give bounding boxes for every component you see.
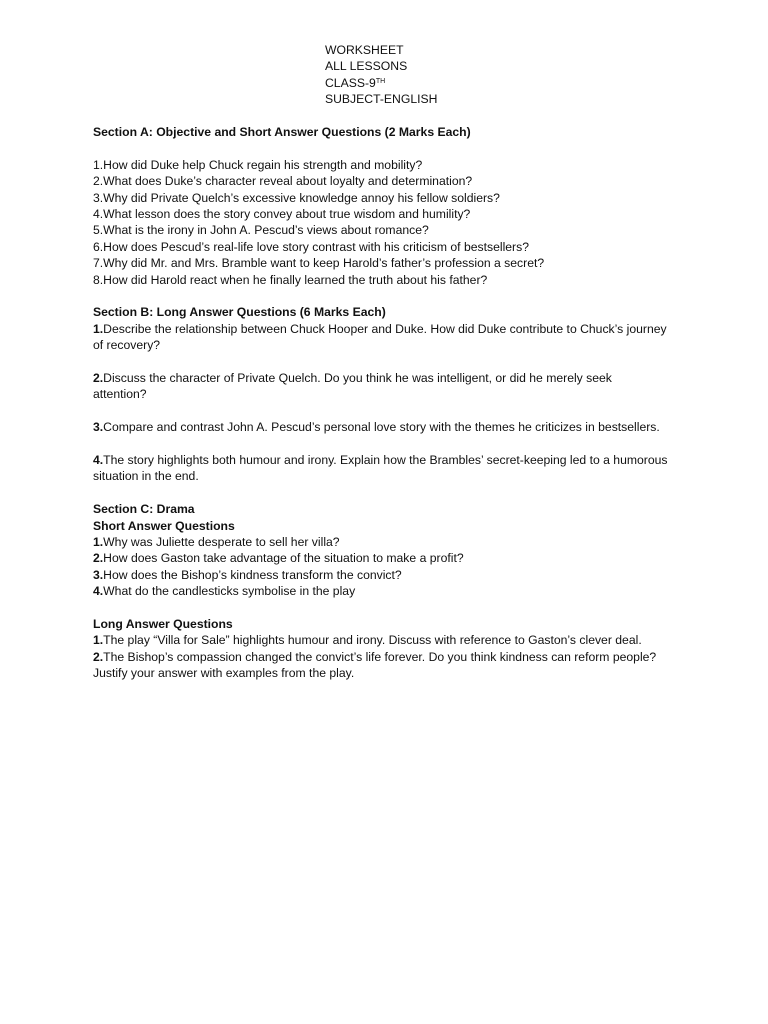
section-b-question	[93, 370, 668, 403]
question-number: 4.	[93, 584, 104, 599]
question-number: 4.	[93, 453, 104, 468]
header-class	[325, 75, 437, 91]
section-b-question	[93, 419, 668, 435]
section-a-question: 3.Why did Private Quelch’s excessive knowledge annoy his fellow soldiers?	[93, 190, 500, 205]
spacer	[93, 436, 668, 452]
section-c-long-question	[93, 649, 668, 682]
question-text: What do the candlesticks symbolise in the play	[103, 584, 356, 599]
question-text: How does Gaston take advantage of the situation to make a profit?	[103, 551, 464, 566]
section-c-short-question	[93, 534, 668, 550]
section-a-question: 4.What lesson does the story convey about true wisdom and humility?	[93, 207, 471, 222]
header-title: WORKSHEET	[325, 43, 404, 57]
spacer	[93, 140, 668, 156]
section-b-question	[93, 452, 668, 485]
section-b-title: Section B: Long Answer Questions (6 Marks Each)	[93, 305, 386, 320]
spacer	[93, 485, 668, 501]
question-number: 3.	[93, 567, 104, 582]
question-text: How does the Bishop’s kindness transform the convict?	[103, 567, 402, 582]
header-class-text: CLASS-9	[325, 75, 376, 90]
question-number: 1.	[93, 321, 104, 336]
section-a-question: 2.What does Duke’s character reveal about loyalty and determination?	[93, 174, 473, 189]
section-c-title: Section C: Drama	[93, 502, 195, 517]
section-a-question: 5.What is the irony in John A. Pescud’s views about romance?	[93, 223, 429, 238]
question-number: 2.	[93, 649, 104, 664]
question-text: The story highlights both humour and irony. Explain how the Brambles’ secret-keeping led to a humorous situation in the end.	[93, 453, 668, 484]
section-c-short-question	[93, 567, 668, 583]
worksheet-header	[325, 42, 437, 108]
header-lessons: ALL LESSONS	[325, 59, 408, 74]
section-c-short-question	[93, 583, 668, 599]
spacer	[93, 288, 668, 304]
section-c-short-question	[93, 550, 668, 566]
section-a-question: 8.How did Harold react when he finally learned the truth about his father?	[93, 272, 488, 287]
spacer	[93, 600, 668, 616]
question-text: Describe the relationship between Chuck Hooper and Duke. How did Duke contribute to Chuck’s journey of recovery?	[93, 321, 667, 353]
worksheet-body	[93, 124, 668, 682]
section-b-question	[93, 321, 668, 354]
question-number: 2.	[93, 371, 104, 386]
short-answer-heading: Short Answer Questions	[93, 518, 235, 533]
header-class-superscript: TH	[375, 77, 386, 85]
long-answer-heading: Long Answer Questions	[93, 617, 233, 632]
question-number: 1.	[93, 633, 104, 648]
spacer	[93, 354, 668, 370]
section-a-question: 6.How does Pescud’s real-life love story contrast with his criticism of bestsellers?	[93, 239, 529, 254]
question-text: The play “Villa for Sale” highlights humour and irony. Discuss with reference to Gaston’s clever deal.	[103, 633, 642, 648]
section-c-long-question	[93, 632, 668, 648]
question-number: 2.	[93, 551, 104, 566]
spacer	[93, 403, 668, 419]
question-text: The Bishop’s compassion changed the convict’s life forever. Do you think kindness can reform people? Justify your answer with examples from the play.	[93, 649, 657, 681]
question-number: 1.	[93, 535, 104, 550]
header-subject: SUBJECT-ENGLISH	[325, 92, 438, 107]
question-text: Why was Juliette desperate to sell her villa?	[103, 535, 340, 550]
section-a-question: 7.Why did Mr. and Mrs. Bramble want to keep Harold’s father’s profession a secret?	[93, 256, 545, 271]
section-a-question: 1.How did Duke help Chuck regain his strength and mobility?	[93, 157, 423, 172]
section-a-title: Section A: Objective and Short Answer Questions (2 Marks Each)	[93, 125, 471, 139]
question-text: Compare and contrast John A. Pescud’s personal love story with the themes he criticizes in bestsellers.	[103, 420, 660, 435]
question-number: 3.	[93, 420, 104, 435]
question-text: Discuss the character of Private Quelch. Do you think he was intelligent, or did he merely seek attention?	[93, 371, 612, 402]
